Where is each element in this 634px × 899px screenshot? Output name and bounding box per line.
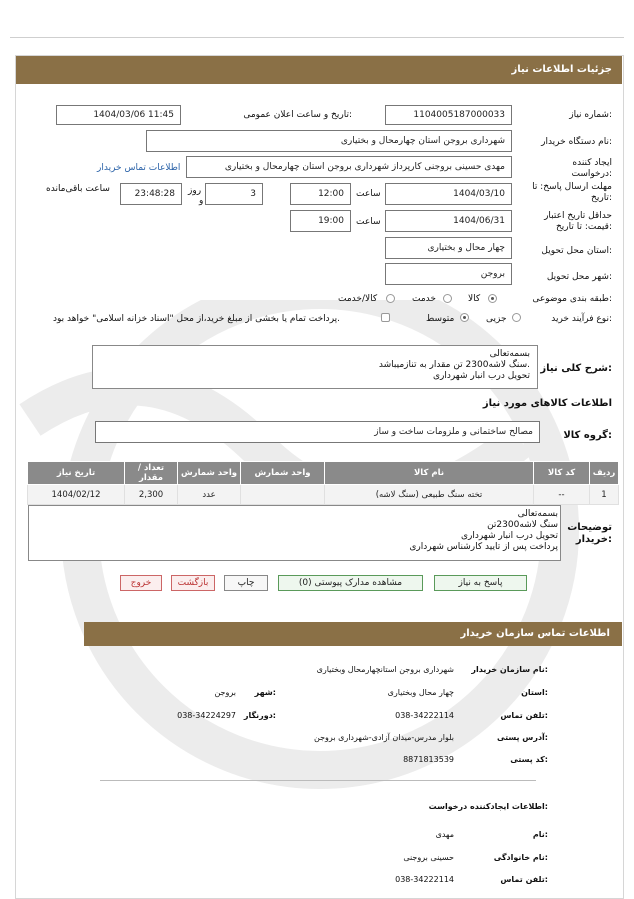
validity-date-field[interactable]: 1404/06/31 (385, 210, 512, 232)
creator-first-name-label: نام: (532, 830, 548, 839)
cell-empty (241, 485, 325, 505)
creator-field[interactable]: مهدی حسینی بروجنی کارپرداز شهرداری بروجن استان چهارمحال و بختیاری (186, 156, 512, 178)
col-unit: واحد شمارش (178, 462, 241, 485)
buyer-notes-line-1: بسمه‌تعالی (517, 509, 558, 519)
need-number-label: شماره نیاز: (569, 110, 612, 120)
process-minor-radio[interactable] (512, 313, 521, 322)
process-label: نوع فرآیند خرید: (551, 314, 612, 324)
page-header: جزئیات اطلاعات نیاز (16, 56, 622, 84)
goods-section-title: اطلاعات کالاهای مورد نیاز (482, 398, 612, 409)
category-service-radio[interactable] (443, 294, 452, 303)
goods-table-wrap (27, 461, 619, 505)
category-both-radio[interactable] (386, 294, 395, 303)
goods-table-header (28, 462, 619, 485)
creator-label-2: درخواست: (571, 169, 612, 179)
deadline-label-1: مهلت ارسال پاسخ: تا (532, 182, 612, 192)
contact-phone-label: تلفن تماس: (500, 711, 548, 720)
remaining-label: ساعت باقی‌مانده (46, 184, 110, 194)
deadline-conj: و (199, 196, 204, 206)
contact-divider (100, 780, 536, 781)
contact-city-value: بروجن (214, 688, 236, 697)
process-minor-label: جزیی (486, 314, 507, 324)
contact-province-label: استان: (521, 688, 548, 697)
announce-label: تاریخ و ساعت اعلان عمومی: (243, 110, 352, 120)
cell-date: 1404/02/12 (28, 485, 125, 505)
buyer-org-label: نام دستگاه خریدار: (541, 137, 612, 147)
description-label: شرح کلی نیاز: (540, 363, 612, 374)
deadline-day-label: روز (188, 186, 202, 196)
validity-label-1: حداقل تاریخ اعتبار (544, 211, 612, 221)
buyer-notes-line-2: سنگ لاشه2300تن (487, 520, 558, 530)
cell-row: 1 (590, 485, 619, 505)
attachments-button[interactable]: مشاهده مدارک پیوستی (0) (278, 575, 423, 591)
top-divider (10, 37, 624, 38)
contact-city-label: شهر: (254, 688, 276, 697)
process-medium-radio[interactable] (460, 313, 469, 322)
buyer-notes-line-3: تحویل درب انبار شهرداری (460, 531, 558, 541)
validity-time-field[interactable]: 19:00 (290, 210, 351, 232)
goods-group-field[interactable]: مصالح ساختمانی و ملزومات ساخت و ساز (95, 421, 540, 443)
col-need-date: تاریخ نیاز (28, 462, 125, 485)
category-service-label: خدمت (412, 294, 436, 304)
goods-group-label: گروه کالا: (563, 430, 612, 441)
remaining-time-field[interactable]: 23:48:28 (120, 183, 182, 205)
treasury-note: پرداخت تمام یا بخشی از مبلغ خرید،از محل "اسناد خزانه اسلامی" خواهد بود. (53, 314, 341, 324)
process-medium-label: متوسط (426, 314, 455, 324)
contact-org-label: نام سازمان خریدار: (471, 665, 548, 674)
city-label: شهر محل تحویل: (546, 272, 612, 282)
need-number-field[interactable]: 1104005187000033 (385, 105, 512, 125)
cell-code: -- (534, 485, 590, 505)
creator-phone-label: تلفن تماس: (500, 875, 548, 884)
creator-section-title: اطلاعات ایجادکننده درخواست: (428, 802, 548, 811)
description-line-3: تحویل درب انبار شهرداری (432, 371, 530, 381)
back-button[interactable]: بازگشت (171, 575, 215, 591)
cell-unit: عدد (178, 485, 241, 505)
category-label: طبقه بندی موضوعی: (532, 294, 612, 304)
contact-fax-value: 038-34224297 (177, 711, 236, 720)
deadline-time-label: ساعت (356, 189, 381, 199)
deadline-label-2: تاریخ: (591, 193, 612, 203)
deadline-time-field[interactable]: 12:00 (290, 183, 351, 205)
city-field[interactable]: بروجن (385, 263, 512, 285)
exit-button[interactable]: خروج (120, 575, 162, 591)
creator-phone-value: 038-34222114 (395, 875, 454, 884)
category-goods-label: کالا (468, 294, 481, 304)
description-line-1: بسمه‌تعالی (489, 349, 530, 359)
col-code: کد کالا (534, 462, 590, 485)
buyer-notes-label-1: توضیحات (567, 522, 612, 533)
cell-name: تخته سنگ طبیعی (سنگ لاشه) (325, 485, 534, 505)
goods-table (27, 461, 619, 505)
table-row[interactable] (28, 485, 619, 505)
buyer-contact-link[interactable]: اطلاعات تماس خریدار (97, 163, 181, 173)
cell-qty: 2,300 (125, 485, 178, 505)
validity-label-2: قیمت: تا تاریخ: (555, 222, 612, 232)
deadline-date-field[interactable]: 1404/03/10 (385, 183, 512, 205)
contact-org-value: شهرداری بروجن استانچهارمحال وبختیاری (316, 665, 454, 674)
col-unit-name: واحد شمارش (241, 462, 325, 485)
treasury-checkbox[interactable] (381, 313, 390, 322)
reply-button[interactable]: پاسخ به نیاز (434, 575, 527, 591)
buyer-org-field[interactable]: شهرداری بروجن استان چهارمحال و بختیاری (146, 130, 512, 152)
announce-field[interactable]: 1404/03/06 11:45 (56, 105, 181, 125)
contact-address-value: بلوار مدرس-میدان آزادی-شهرداری بروجن (314, 733, 454, 742)
contact-postal-value: 8871813539 (403, 755, 454, 764)
validity-time-label: ساعت (356, 217, 381, 227)
category-goods-radio[interactable] (488, 294, 497, 303)
deadline-days-field[interactable]: 3 (205, 183, 263, 205)
description-line-2: سنگ لاشه2300 تن مقدار به تنازمیباشد. (378, 360, 530, 370)
province-field[interactable]: چهار محال و بختیاری (385, 237, 512, 259)
contact-section-header: اطلاعات تماس سازمان خریدار (84, 622, 622, 646)
col-qty: تعداد / مقدار (125, 462, 178, 485)
creator-label-1: ایجاد کننده (572, 158, 612, 168)
contact-fax-label: دورنگار: (243, 711, 276, 720)
buyer-notes-label-2: خریدار: (575, 534, 612, 545)
col-row: ردیف (590, 462, 619, 485)
contact-phone-value: 038-34222114 (395, 711, 454, 720)
creator-last-name-label: نام خانوادگی: (493, 853, 548, 862)
contact-province-value: چهار محال وبختیاری (387, 688, 454, 697)
buyer-notes-line-4: پرداخت پس از تایید کارشناس شهرداری (409, 542, 558, 552)
contact-postal-label: کد پستی: (510, 755, 548, 764)
col-name: نام کالا (325, 462, 534, 485)
print-button[interactable]: چاپ (224, 575, 268, 591)
category-both-label: کالا/خدمت (338, 294, 378, 304)
creator-first-name-value: مهدی (435, 830, 454, 839)
creator-last-name-value: حسینی بروجنی (403, 853, 454, 862)
province-label: استان محل تحویل: (541, 246, 612, 256)
contact-address-label: آدرس پستی: (497, 733, 548, 742)
